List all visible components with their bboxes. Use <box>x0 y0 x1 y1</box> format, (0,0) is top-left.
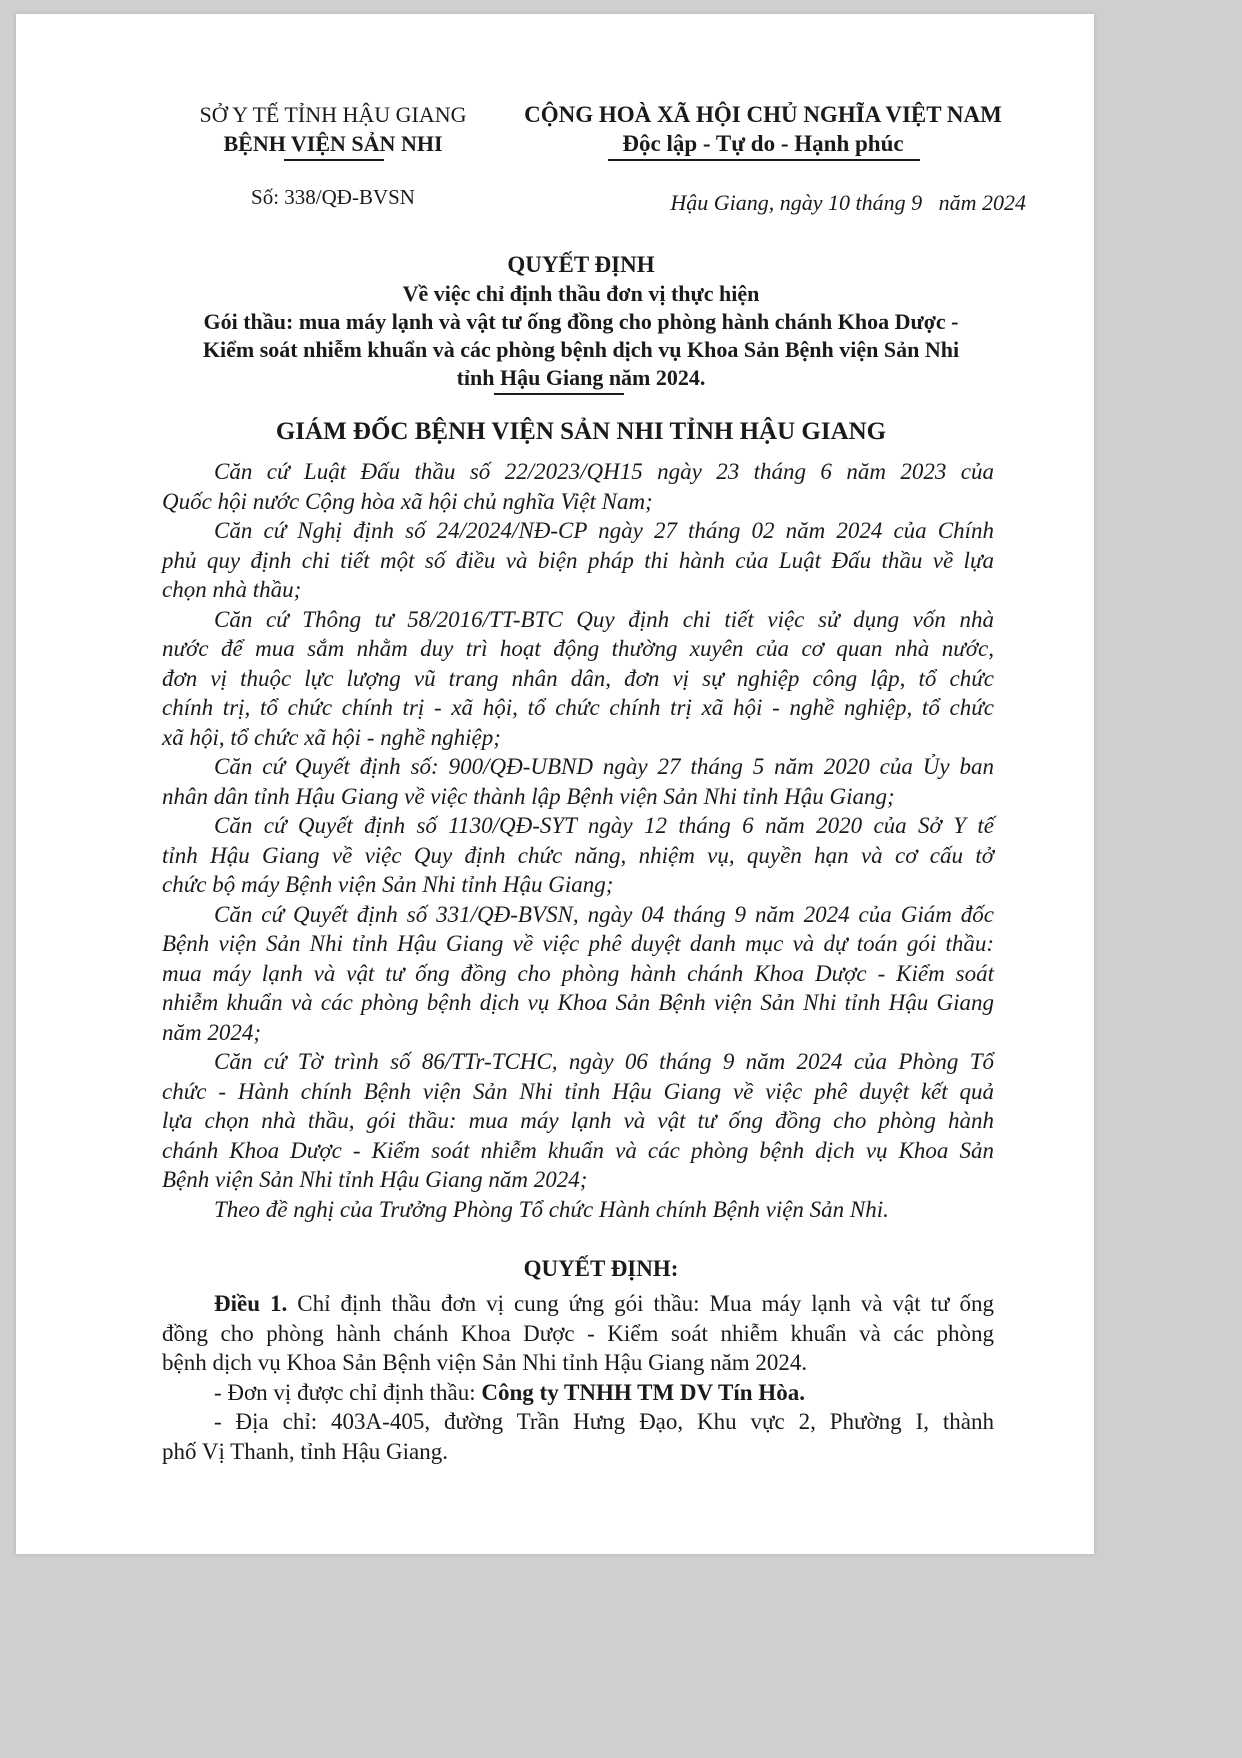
basis-5 <box>162 811 994 900</box>
article-1-label: Điều 1. <box>214 1291 288 1316</box>
basis-8-line-1: Theo đề nghị của Trưởng Phòng Tổ chức Hành chính Bệnh viện Sản Nhi. <box>214 1196 889 1222</box>
basis-2-line-1: Căn cứ Nghị định số 24/2024/NĐ-CP ngày 27 tháng 02 năm 2024 của Chính <box>214 518 994 543</box>
basis-2-line-3: chọn nhà thầu; <box>162 577 302 602</box>
basis-3-line-3: đơn vị thuộc lực lượng vũ trang nhân dân, đơn vị sự nghiệp công lập, tổ chức <box>162 665 994 691</box>
basis-6-line-2: Bệnh viện Sản Nhi tỉnh Hậu Giang về việc phê duyệt danh mục và dự toán gói thầu: <box>162 931 994 956</box>
basis-3-line-2: nước để mua sắm nhằm duy trì hoạt động thường xuyên của cơ quan nhà nước, <box>162 636 994 661</box>
basis-7-line-2: chức - Hành chính Bệnh viện Sản Nhi tỉnh Hậu Giang về việc phê duyệt kết quả <box>162 1078 994 1104</box>
article-1-line-2: đồng cho phòng hành chánh Khoa Dược - Kiểm soát nhiễm khuẩn và các phòng <box>162 1320 994 1346</box>
basis-5-line-2: tỉnh Hậu Giang về việc Quy định chức năng, nhiệm vụ, quyền hạn và cơ cấu tở <box>162 842 994 868</box>
basis-1-line-1: Căn cứ Luật Đấu thầu số 22/2023/QH15 ngày 23 tháng 6 năm 2023 của <box>214 459 994 484</box>
title-underline <box>494 393 624 395</box>
basis-6-line-1: Căn cứ Quyết định số 331/QĐ-BVSN, ngày 04 tháng 9 năm 2024 của Giám đốc <box>214 901 994 927</box>
contractor-label: - Đơn vị được chỉ định thầu: <box>214 1379 482 1405</box>
address-line-2: phố Vị Thanh, tỉnh Hậu Giang. <box>162 1438 448 1464</box>
basis-4-line-1: Căn cứ Quyết định số: 900/QĐ-UBND ngày 27 tháng 5 năm 2020 của Ủy ban <box>214 754 994 779</box>
package-line-1: Gói thầu: mua máy lạnh và vật tư ống đồng cho phòng hành chánh Khoa Dược - <box>203 309 959 334</box>
legal-bases <box>162 457 994 1224</box>
article-1-line-3: bệnh dịch vụ Khoa Sản Bệnh viện Sản Nhi tỉnh Hậu Giang năm 2024. <box>162 1350 808 1375</box>
document-page <box>16 14 1094 1554</box>
basis-5-line-1: Căn cứ Quyết định số 1130/QĐ-SYT ngày 12 tháng 6 năm 2020 của Sở Y tế <box>214 813 994 838</box>
basis-1 <box>162 457 994 516</box>
article-1 <box>162 1289 994 1466</box>
address-line-1: - Địa chỉ: 403A-405, đường Trần Hưng Đạo, Khu vực 2, Phường I, thành <box>214 1409 994 1434</box>
basis-6 <box>162 900 994 1048</box>
document-heading: QUYẾT ĐỊNH <box>507 252 655 277</box>
basis-4 <box>162 752 994 811</box>
org-name-underline <box>284 159 384 161</box>
basis-3-line-5: xã hội, tổ chức xã hội - nghề nghiệp; <box>162 724 501 750</box>
basis-3 <box>162 605 994 753</box>
basis-7-line-1: Căn cứ Tờ trình số 86/TTr-TCHC, ngày 06 tháng 9 năm 2024 của Phòng Tổ <box>214 1049 994 1074</box>
package-line-2: Kiểm soát nhiễm khuẩn và các phòng bệnh dịch vụ Khoa Sản Bệnh viện Sản Nhi <box>202 337 960 362</box>
motto-underline <box>608 159 920 161</box>
basis-5-line-3: chức bộ máy Bệnh viện Sản Nhi tỉnh Hậu Giang; <box>162 872 614 897</box>
basis-7 <box>162 1047 994 1195</box>
article-1-line-1 <box>162 1289 994 1319</box>
decision-heading: QUYẾT ĐỊNH: <box>523 1256 679 1281</box>
org-name: BỆNH VIỆN SẢN NHI <box>223 131 443 156</box>
basis-7-line-5: Bệnh viện Sản Nhi tỉnh Hậu Giang năm 2024; <box>162 1167 588 1192</box>
basis-7-line-4: chánh Khoa Dược - Kiểm soát nhiễm khuẩn và các phòng bệnh dịch vụ Khoa Sản <box>162 1137 994 1163</box>
basis-6-line-3: mua máy lạnh và vật tư ống đồng cho phòng hành chánh Khoa Dược - Kiểm soát <box>162 960 994 986</box>
basis-8 <box>162 1195 994 1225</box>
basis-3-line-4: chính trị, tổ chức chính trị - xã hội, tổ chức chính trị xã hội - nghề nghiệp, tổ chức <box>162 695 994 720</box>
basis-6-line-5: năm 2024; <box>162 1019 262 1045</box>
org-parent: SỞ Y TẾ TỈNH HẬU GIANG <box>199 102 467 127</box>
basis-6-line-4: nhiễm khuẩn và các phòng bệnh dịch vụ Khoa Sản Bệnh viện Sản Nhi tỉnh Hậu Giang <box>162 990 994 1015</box>
document-number: Số: 338/QĐ-BVSN <box>251 185 415 209</box>
basis-4-line-2: nhân dân tỉnh Hậu Giang về việc thành lập Bệnh viện Sản Nhi tỉnh Hậu Giang; <box>162 783 895 809</box>
document-subject: Về việc chỉ định thầu đơn vị thực hiện <box>402 281 760 306</box>
motto: Độc lập - Tự do - Hạnh phúc <box>622 131 904 156</box>
basis-2-line-2: phủ quy định chi tiết một số điều và biện pháp thi hành của Luật Đấu thầu về lựa <box>162 547 994 573</box>
basis-2 <box>162 516 994 605</box>
basis-1-line-2: Quốc hội nước Cộng hòa xã hội chủ nghĩa Việt Nam; <box>162 488 653 514</box>
article-1-line-1-text: Chỉ định thầu đơn vị cung ứng gói thầu: Mua máy lạnh và vật tư ống <box>287 1291 994 1316</box>
contractor-line <box>162 1378 994 1408</box>
authority-heading: GIÁM ĐỐC BỆNH VIỆN SẢN NHI TỈNH HẬU GIANG <box>275 418 887 445</box>
basis-7-line-3: lựa chọn nhà thầu, gói thầu: mua máy lạnh và vật tư ống đồng cho phòng hành <box>162 1108 994 1133</box>
national-title: CỘNG HOÀ XÃ HỘI CHỦ NGHĨA VIỆT NAM <box>524 102 1002 127</box>
basis-3-line-1: Căn cứ Thông tư 58/2016/TT-BTC Quy định chi tiết việc sử dụng vốn nhà <box>214 606 994 632</box>
contractor-name: Công ty TNHH TM DV Tín Hòa. <box>481 1379 805 1405</box>
package-line-3: tỉnh Hậu Giang năm 2024. <box>456 365 706 390</box>
place-and-date: Hậu Giang, ngày 10 tháng 9 năm 2024 <box>670 190 1026 215</box>
